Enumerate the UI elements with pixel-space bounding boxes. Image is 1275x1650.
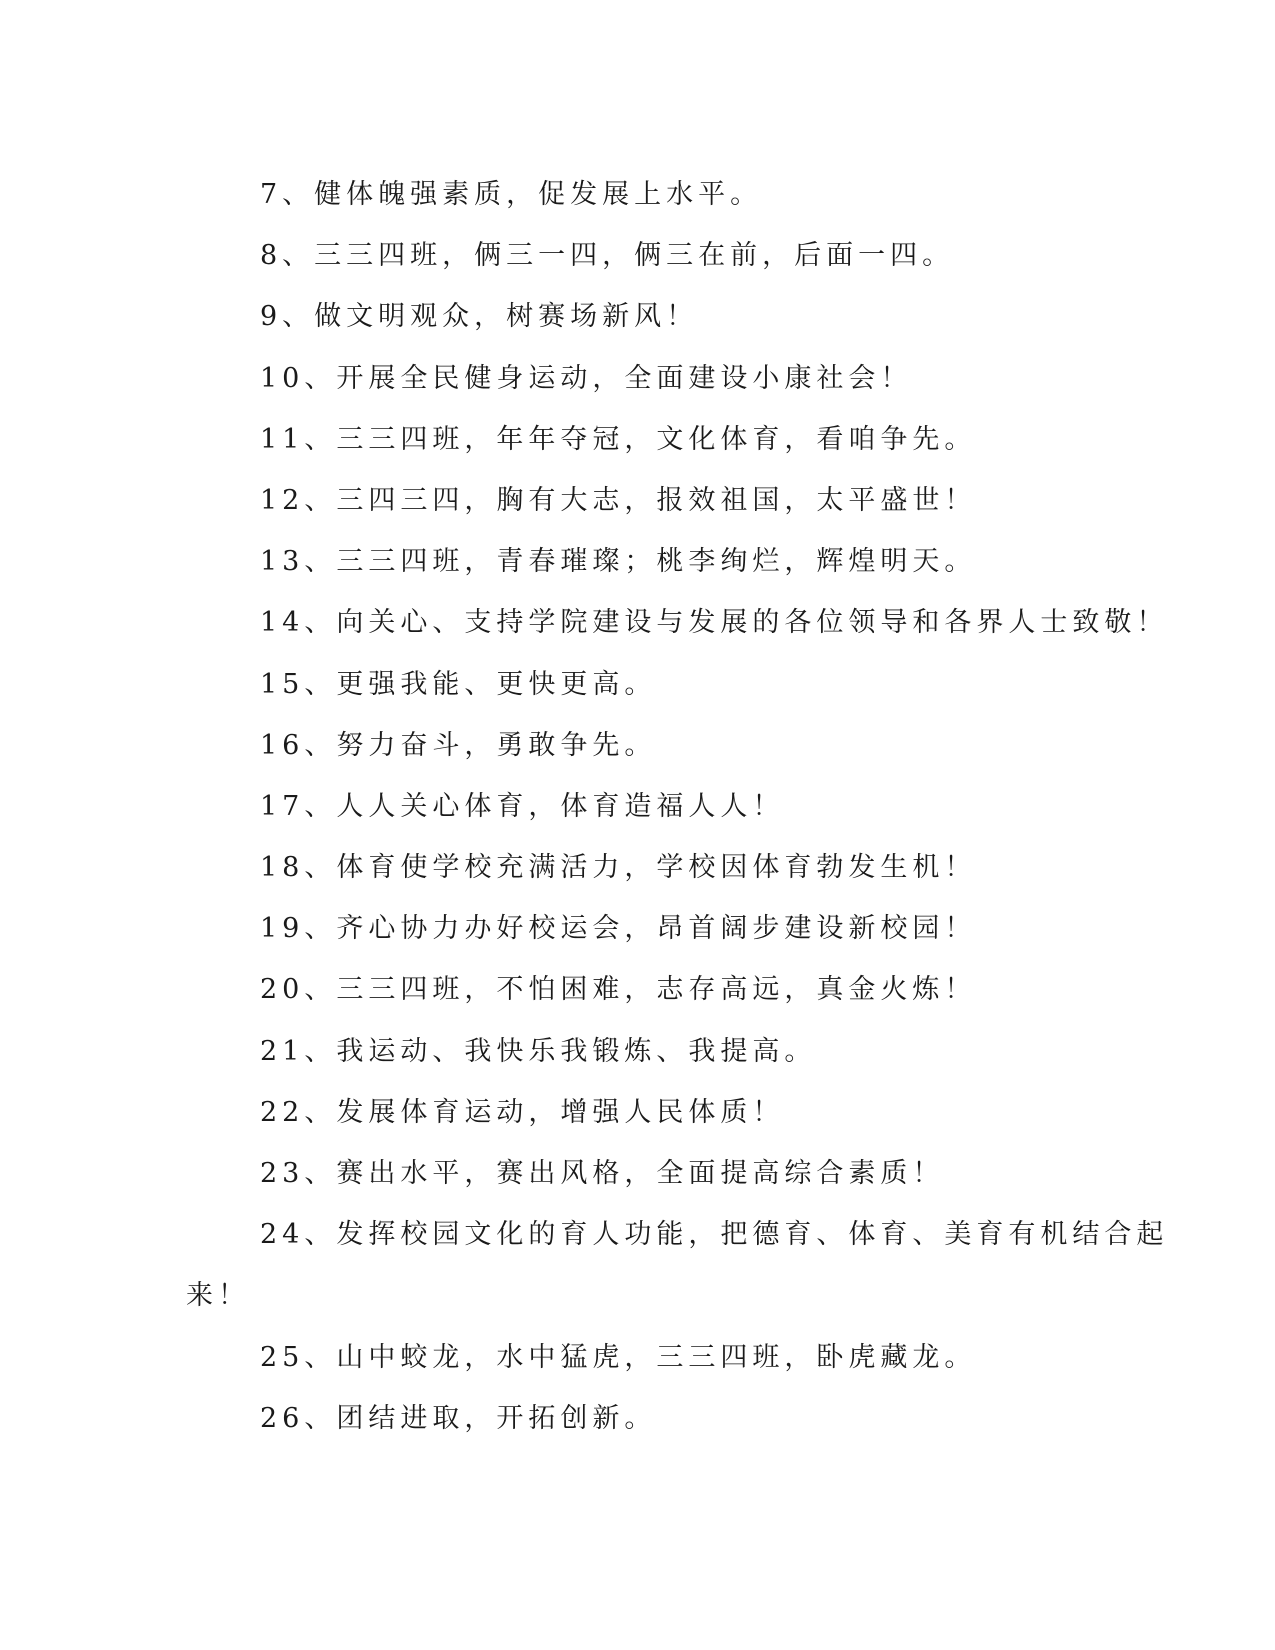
slogan-line-24-continued: 来！ bbox=[186, 1280, 250, 1312]
slogan-line-15: 15、更强我能、更快更高。 bbox=[260, 668, 657, 700]
slogan-line-13: 13、三三四班，青春璀璨；桃李绚烂，辉煌明天。 bbox=[260, 546, 977, 578]
slogan-line-17: 17、人人关心体育，体育造福人人！ bbox=[260, 790, 785, 822]
slogan-line-21: 21、我运动、我快乐我锻炼、我提高。 bbox=[260, 1035, 817, 1067]
slogan-line-19: 19、齐心协力办好校运会，昂首阔步建设新校园！ bbox=[260, 913, 977, 945]
slogan-line-26: 26、团结进取，开拓创新。 bbox=[260, 1402, 657, 1434]
slogan-line-7: 7、健体魄强素质，促发展上水平。 bbox=[260, 179, 763, 210]
slogan-line-8: 8、三三四班，俩三一四，俩三在前，后面一四。 bbox=[260, 240, 955, 272]
slogan-list bbox=[186, 164, 1169, 1449]
slogan-line-10: 10、开展全民健身运动，全面建设小康社会！ bbox=[260, 362, 913, 394]
slogan-line-16: 16、努力奋斗，勇敢争先。 bbox=[260, 729, 657, 761]
slogan-line-18: 18、体育使学校充满活力，学校因体育勃发生机！ bbox=[260, 852, 977, 884]
slogan-line-14: 14、向关心、支持学院建设与发展的各位领导和各界人士致敬！ bbox=[260, 607, 1169, 639]
slogan-line-9: 9、做文明观众，树赛场新风！ bbox=[260, 301, 699, 333]
slogan-line-24: 24、发挥校园文化的育人功能，把德育、体育、美育有机结合起 bbox=[260, 1219, 1169, 1251]
slogan-line-25: 25、山中蛟龙，水中猛虎，三三四班，卧虎藏龙。 bbox=[260, 1341, 977, 1373]
slogan-line-23: 23、赛出水平，赛出风格，全面提高综合素质！ bbox=[260, 1158, 945, 1189]
slogan-line-22: 22、发展体育运动，增强人民体质！ bbox=[260, 1096, 785, 1128]
slogan-line-11: 11、三三四班，年年夺冠，文化体育，看咱争先。 bbox=[260, 423, 977, 455]
slogan-line-12: 12、三四三四，胸有大志，报效祖国，太平盛世！ bbox=[260, 484, 977, 516]
slogan-line-20: 20、三三四班，不怕困难，志存高远，真金火炼！ bbox=[260, 974, 977, 1006]
